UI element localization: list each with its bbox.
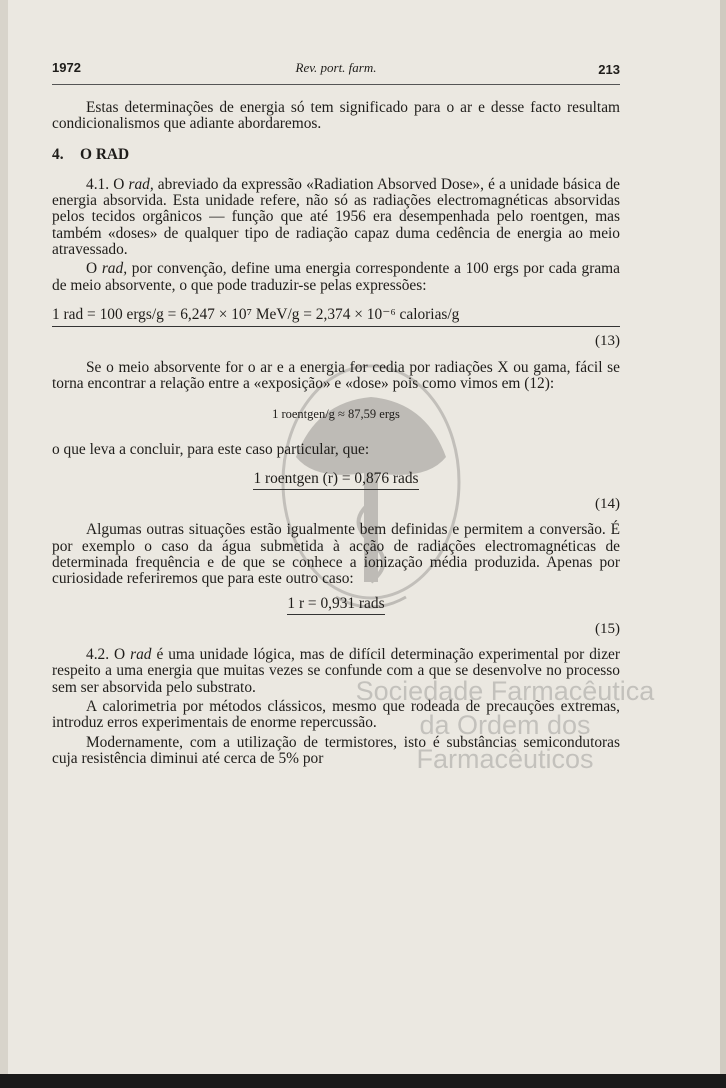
equation-13-number: (13) bbox=[595, 333, 620, 350]
equation-14 bbox=[52, 471, 620, 490]
paragraph-leva: o que leva a concluir, para este caso particular, que: bbox=[52, 441, 370, 459]
p42-pre: 4.2. O bbox=[86, 646, 131, 664]
paragraph-calorimetria: A calorimetria por métodos clássicos, mesmo que rodeada de precauções extremas, introduz erros experimentais de enorme repercussão. bbox=[52, 698, 620, 732]
equation-15-text: 1 r = 0,931 rads bbox=[287, 596, 384, 615]
header-year: 1972 bbox=[52, 60, 81, 75]
p42-rad: rad bbox=[130, 646, 152, 664]
watermark-line-2: da Ordem dos Farmacêuticos bbox=[416, 710, 594, 774]
equation-14-number: (14) bbox=[595, 496, 620, 513]
paragraph-4-1 bbox=[52, 177, 620, 258]
equation-15 bbox=[52, 596, 620, 615]
equation-14-text: 1 roentgen (r) = 0,876 rads bbox=[253, 471, 418, 490]
paragraph-modernamente: Modernamente, com a utilização de termistores, isto é substâncias semicondutoras cuja resistência diminui até cerca de 5% por bbox=[52, 733, 620, 767]
page-edge-left bbox=[0, 0, 8, 1088]
paragraph-convention bbox=[52, 261, 620, 294]
p41-pre: 4.1. O bbox=[86, 175, 129, 193]
section-title: O RAD bbox=[80, 145, 130, 163]
section-number: 4. bbox=[52, 145, 64, 163]
roentgen-ergs-text: 1 roentgen/g ≈ 87,59 ergs bbox=[272, 407, 400, 422]
watermark-line-1: Sociedade Farmacêutica bbox=[355, 676, 655, 706]
page-edge-right bbox=[720, 0, 726, 1088]
scan-border-bottom bbox=[0, 1074, 726, 1088]
p41-post: abreviado da expressão «Radiation Absorved Dose», é a unidade básica de energia absorvida. Esta unidade refere, não só as radiações electromagnéticas absorvidas pelos tecidos orgânicos — função que até 1956 era desempenhada pelo roentgen, mas também «doses» de qualquer tipo de radiação capaz duma cedência de energia ao meio atravessado. bbox=[52, 175, 620, 259]
pconv-pre: O bbox=[86, 260, 102, 278]
header-journal: Rev. port. farm. bbox=[295, 60, 377, 75]
equation-roentgen-ergs bbox=[52, 406, 620, 422]
equation-15-number: (15) bbox=[595, 620, 620, 637]
equation-13: 1 rad = 100 ergs/g = 6,247 × 10⁷ MeV/g = 2,374 × 10⁻⁶ calorias/g bbox=[52, 307, 620, 327]
p42-post: é uma unidade lógica, mas de difícil determinação experimental por dizer respeito a uma energia que muitas vezes se confunde com a que se desenvolve no processo sem ser absorvida pelo substrato. bbox=[52, 646, 620, 696]
page-number: 213 bbox=[598, 62, 620, 77]
pconv-post: por convenção, define uma energia correspondente a 100 ergs por cada grama de meio absorvente, o que pode traduzir-se pelas expressões: bbox=[52, 260, 620, 294]
paragraph-intro: Estas determinações de energia só tem significado para o ar e desse facto resultam condicionalismos que adiante abordaremos. bbox=[52, 99, 620, 133]
pconv-rad: rad, bbox=[101, 260, 128, 278]
paragraph-algumas: Algumas outras situações estão igualmente bem definidas e permitem a conversão. É por exemplo o caso da água submetida à acção de radiações electromagnéticas de determinada frequência e de que se conhece a ionização média produzida. Apenas por curiosidade referiremos que para este outro caso: bbox=[52, 521, 620, 588]
running-header bbox=[52, 60, 620, 82]
paragraph-4-2 bbox=[52, 647, 620, 696]
section-heading bbox=[52, 147, 620, 163]
p41-rad: rad, bbox=[128, 175, 154, 193]
header-rule bbox=[52, 84, 620, 85]
body-text bbox=[52, 100, 620, 767]
paragraph-se-meio: Se o meio absorvente for o ar e a energia for cedia por radiações X ou gama, fácil se torna encontrar a relação entre a «exposição» e «dose» pois como vimos em (12): bbox=[52, 358, 620, 392]
